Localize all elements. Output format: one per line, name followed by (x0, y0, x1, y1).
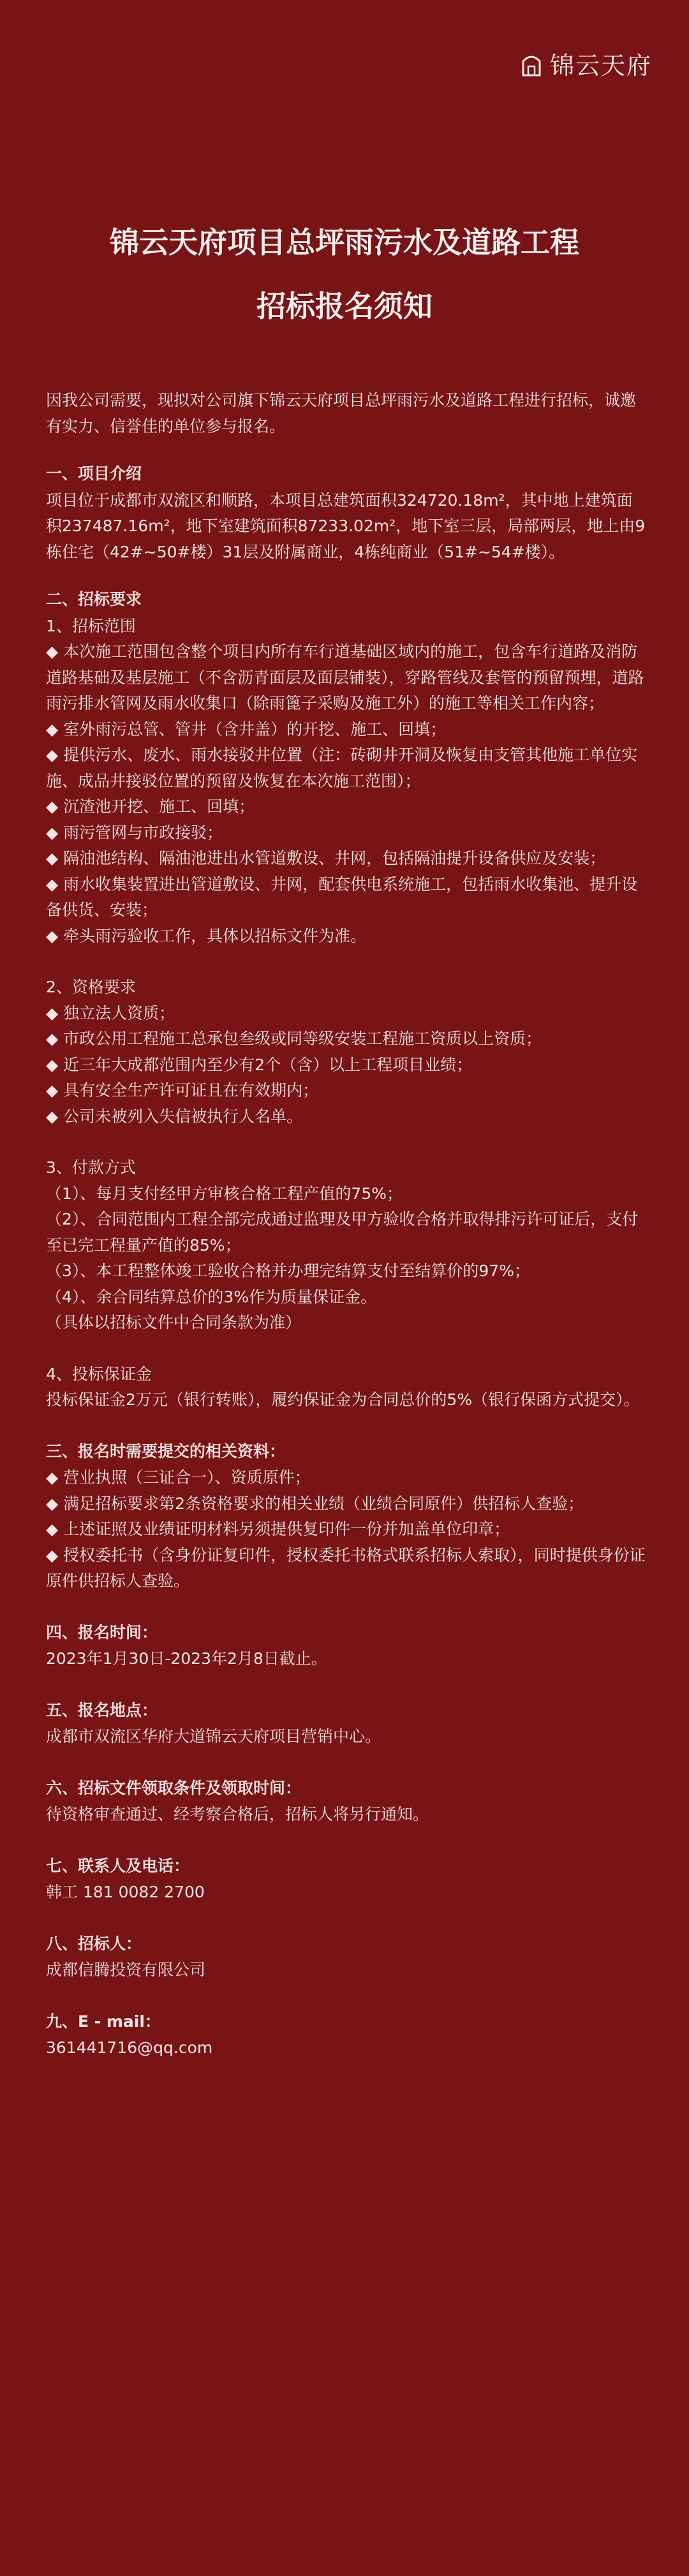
brand-mark-icon (521, 51, 542, 77)
document-item: ◆ 上述证照及业绩证明材料另须提供复印件一份并加盖单位印章； (46, 1520, 510, 1538)
qualification-item: ◆ 近三年大成都范围内至少有2个（含）以上工程项目业绩； (46, 1055, 473, 1074)
tenderer-name: 成都信腾投资有限公司 (46, 1961, 206, 1979)
bond-body: 投标保证金2万元（银行转账），履约保证金为合同总价的5%（银行保函方式提交）。 (46, 1390, 640, 1409)
intro-paragraph: 因我公司需要，现拟对公司旗下锦云天府项目总坪雨污水及道路工程进行招标，诚邀有实力、信誉佳的单位参与报名。 (46, 391, 637, 436)
title-line-2: 招标报名须知 (256, 289, 433, 323)
section-7-heading: 七、联系人及电话： (46, 1856, 190, 1875)
scope-item: ◆ 牵头雨污验收工作，具体以招标文件为准。 (46, 926, 367, 945)
bond-heading: 4、投标保证金 (46, 1364, 152, 1383)
section-8-heading: 八、招标人： (46, 1934, 142, 1953)
payment-heading: 3、付款方式 (46, 1158, 136, 1177)
scope-item: ◆ 雨水收集装置进出管道敷设、井网，配套供电系统施工，包括雨水收集池、提升设备供货、安装； (46, 874, 638, 919)
section-5-heading: 五、报名地点： (46, 1700, 158, 1719)
qualification-item: ◆ 公司未被列入失信被执行人名单。 (46, 1107, 303, 1126)
section-4-heading: 四、报名时间： (46, 1623, 158, 1642)
title-line-1: 锦云天府项目总坪雨污水及道路工程 (110, 225, 579, 260)
payment-note: （具体以招标文件中合同条款为准） (46, 1313, 302, 1332)
page-title (0, 210, 689, 338)
payment-item: （1）、每月支付经甲方审核合格工程产值的75%； (46, 1184, 403, 1203)
scope-item: ◆ 本次施工范围包含整个项目内所有车行道基础区域内的施工，包含车行道路及消防道路基础及基层施工（不含沥青面层及面层铺装），穿路管线及套管的预留预埋，道路雨污排水管网及雨水收集口（除雨篦子采购及施工外）的施工等相关工作内容； (46, 642, 644, 712)
scope-item: ◆ 隔油池结构、隔油池进出水管道敷设、井网，包括隔油提升设备供应及安装； (46, 849, 606, 867)
scope-item: ◆ 沉渣池开挖、施工、回填； (46, 797, 255, 816)
document-item: ◆ 营业执照（三证合一）、资质原件； (46, 1468, 311, 1487)
document-pickup-info: 待资格审查通过、经考察合格后，招标人将另行通知。 (46, 1805, 429, 1823)
contact-phone[interactable]: 韩工 181 0082 2700 (46, 1883, 205, 1901)
brand-logo (521, 46, 652, 81)
section-2-heading: 二、招标要求 (46, 590, 142, 608)
payment-item: （4）、余合同结算总价的3%作为质量保证金。 (46, 1287, 377, 1306)
qualification-item: ◆ 市政公用工程施工总承包叁级或同等级安装工程施工资质以上资质； (46, 1029, 542, 1048)
registration-location: 成都市双流区华府大道锦云天府项目营销中心。 (46, 1727, 382, 1746)
notice-body (46, 388, 646, 2061)
qualification-item: ◆ 具有安全生产许可证且在有效期内； (46, 1081, 319, 1100)
section-6-heading: 六、招标文件领取条件及领取时间： (46, 1778, 302, 1797)
registration-time: 2023年1月30日-2023年2月8日截止。 (46, 1649, 327, 1668)
section-9-heading: 九、E - mail： (46, 2012, 161, 2031)
section-1-heading: 一、项目介绍 (46, 464, 142, 483)
scope-item: ◆ 提供污水、废水、雨水接驳井位置（注：砖砌井开洞及恢复由支管其他施工单位实施、成品井接驳位置的预留及恢复在本次施工范围）； (46, 746, 638, 790)
scope-item: ◆ 雨污管网与市政接驳； (46, 823, 223, 842)
scope-item: ◆ 室外雨污总管、管井（含井盖）的开挖、施工、回填； (46, 719, 447, 739)
document-item: ◆ 满足招标要求第2条资格要求的相关业绩（业绩合同原件）供招标人查验； (46, 1494, 584, 1513)
scope-heading: 1、招标范围 (46, 616, 136, 635)
section-3-heading: 三、报名时需要提交的相关资料： (46, 1441, 286, 1461)
brand-name: 锦云天府 (549, 52, 652, 80)
payment-item: （2）、合同范围内工程全部完成通过监理及甲方验收合格并取得排污许可证后，支付至已完工程量产值的85%； (46, 1210, 639, 1255)
document-item: ◆ 授权委托书（含身份证复印件，授权委托书格式联系招标人索取），同时提供身份证原件供招标人查验。 (46, 1545, 646, 1590)
contact-email[interactable]: 361441716@qq.com (46, 2038, 213, 2057)
section-1-body: 项目位于成都市双流区和顺路，本项目总建筑面积324720.18m²，其中地上建筑面积237487.16m²，地下室建筑面积87233.02m²，地下室三层，局部两层，地上由9栋住宅（42#~50#楼）31层及附属商业，4栋纯商业（51#~54#楼）。 (46, 490, 646, 561)
qualification-item: ◆ 独立法人资质； (46, 1003, 175, 1022)
payment-item: （3）、本工程整体竣工验收合格并办理完结算支付至结算价的97%； (46, 1262, 530, 1280)
qualification-heading: 2、资格要求 (46, 978, 136, 996)
